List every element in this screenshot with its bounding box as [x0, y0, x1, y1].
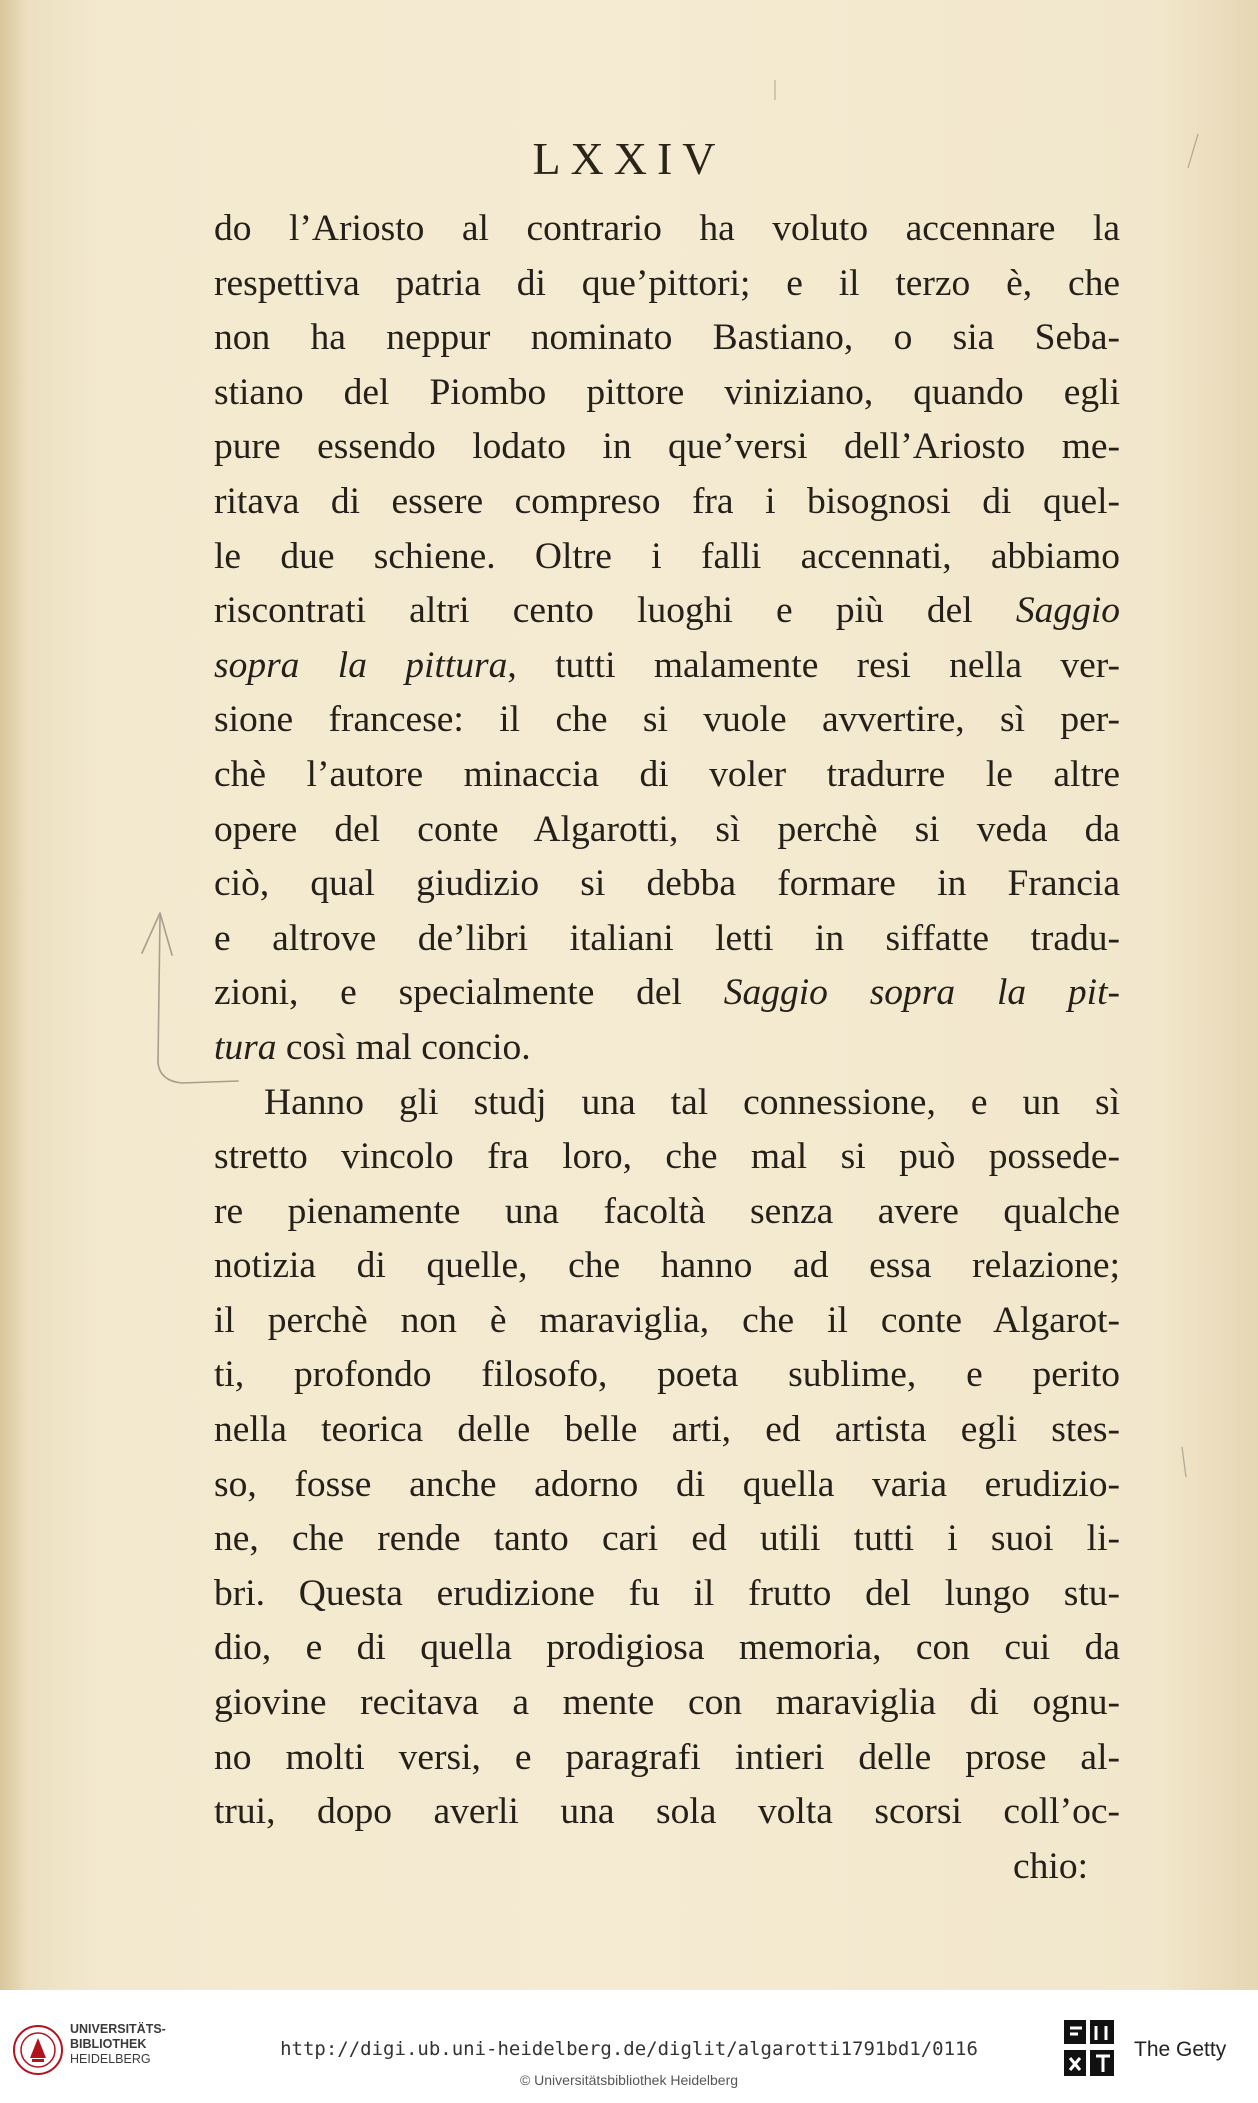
text-line [214, 202, 1120, 257]
line-text: ti, profondo filosofo, poeta sublime, e perito [214, 1354, 1120, 1396]
line-text: respettiva patria di que’pittori; e il terzo è, che [214, 262, 1120, 304]
text-line [214, 530, 1120, 585]
text-line [214, 1567, 1120, 1622]
text-line [214, 1348, 1120, 1403]
text-line [214, 1294, 1120, 1349]
text-line [214, 1512, 1120, 1567]
line-text: do l’Ariosto al contrario ha voluto accennare la [214, 208, 1120, 249]
text-line [214, 257, 1120, 312]
top-pencil-mark [770, 78, 780, 104]
library-name-line: UNIVERSITÄTS- [70, 2022, 166, 2036]
text-line [214, 1785, 1120, 1840]
italic-title-text: sopra la pittura [214, 644, 508, 686]
italic-title-text: tura [214, 1026, 277, 1068]
line-text: chio: [1013, 1845, 1088, 1887]
text-line [214, 966, 1120, 1021]
line-text: e altrove de’libri italiani letti in siffatte tradu- [214, 917, 1120, 959]
text-line [214, 1403, 1120, 1458]
text-line [214, 1185, 1120, 1240]
margin-pencil-mark [1176, 1445, 1192, 1481]
copyright-notice: © Universitätsbibliothek Heidelberg [519, 2072, 739, 2088]
text-line [214, 1731, 1120, 1786]
text-line [214, 857, 1120, 912]
line-text: trui, dopo averli una sola volta scorsi coll’oc- [214, 1791, 1120, 1833]
line-text: opere del conte Algarotti, sì perchè si veda da [214, 808, 1120, 850]
text-line [214, 693, 1120, 748]
margin-pencil-mark [1184, 132, 1204, 172]
line-text: giovine recitava a mente con maraviglia di ognu- [214, 1682, 1120, 1724]
line-text: il perchè non è maraviglia, che il conte Algarot- [214, 1299, 1120, 1341]
text-line [214, 475, 1120, 530]
pencil-arrow-annotation [120, 905, 260, 1105]
library-name-line: BIBLIOTHEK [70, 2037, 147, 2051]
permalink-url[interactable]: http://digi.ub.uni-heidelberg.de/diglit/algarotti1791bd1/0116 [280, 2038, 978, 2060]
line-text: riscontrati altri cento luoghi e più del [214, 590, 1016, 632]
italic-title-text: Saggio sopra la pit- [723, 972, 1120, 1014]
text-line [214, 1676, 1120, 1731]
catchword [214, 1840, 1120, 1895]
text-line [214, 803, 1120, 858]
line-text: chè l’autore minaccia di voler tradurre le altre [214, 753, 1120, 795]
line-text: ciò, qual giudizio si debba formare in Francia [214, 863, 1120, 905]
line-text: le due schiene. Oltre i falli accennati, abbiamo [214, 535, 1120, 577]
text-line [214, 420, 1120, 475]
getty-partner-name: The Getty [1134, 2038, 1227, 2061]
line-text: pure essendo lodato in que’versi dell’Ariosto me- [214, 426, 1120, 468]
line-text: non ha neppur nominato Bastiano, o sia Seba- [214, 317, 1120, 359]
line-text: re pienamente una facoltà senza avere qualche [214, 1190, 1120, 1232]
line-text: dio, e di quella prodigiosa memoria, con cui da [214, 1627, 1120, 1669]
line-text: , tutti malamente resi nella ver- [507, 644, 1120, 686]
text-line [214, 1076, 1120, 1131]
line-text: no molti versi, e paragrafi intieri delle prose al- [214, 1736, 1120, 1778]
line-text: stretto vincolo fra loro, che mal si può possede- [214, 1136, 1120, 1178]
text-line [214, 912, 1120, 967]
line-text: zioni, e specialmente del [214, 972, 724, 1014]
line-text: ne, che rende tanto cari ed utili tutti i suoi li- [214, 1518, 1120, 1560]
italic-title-text: Saggio [1015, 590, 1120, 632]
line-text: sione francese: il che si vuole avvertire, sì per- [214, 699, 1120, 741]
line-text: bri. Questa erudizione fu il frutto del lungo stu- [214, 1572, 1120, 1614]
text-line [214, 748, 1120, 803]
text-line [214, 1621, 1120, 1676]
body-text [214, 202, 1120, 1894]
viewer-footer [0, 1990, 1258, 2103]
running-head-page-number: LXXIV [532, 133, 726, 184]
page-spine-shadow [0, 0, 26, 1990]
line-text: così mal concio. [276, 1026, 531, 1068]
text-line [214, 1130, 1120, 1185]
line-text: notizia di quelle, che hanno ad essa relazione; [214, 1245, 1120, 1287]
text-line [214, 639, 1120, 694]
line-text: stiano del Piombo pittore viniziano, quando egli [214, 371, 1120, 413]
line-text: Hanno gli studj una tal connessione, e un sì [264, 1081, 1120, 1123]
text-line [214, 1021, 1120, 1076]
text-line [214, 584, 1120, 639]
text-line [214, 1458, 1120, 1513]
line-text: ritava di essere compreso fra i bisognosi di quel- [214, 480, 1120, 522]
line-text: so, fosse anche adorno di quella varia erudizio- [214, 1463, 1120, 1505]
text-line [214, 366, 1120, 421]
text-line [214, 1239, 1120, 1294]
text-line [214, 311, 1120, 366]
line-text: nella teorica delle belle arti, ed artista egli stes- [214, 1409, 1120, 1451]
getty-logo-icon [1062, 2018, 1116, 2080]
library-name-line: HEIDELBERG [70, 2052, 151, 2066]
